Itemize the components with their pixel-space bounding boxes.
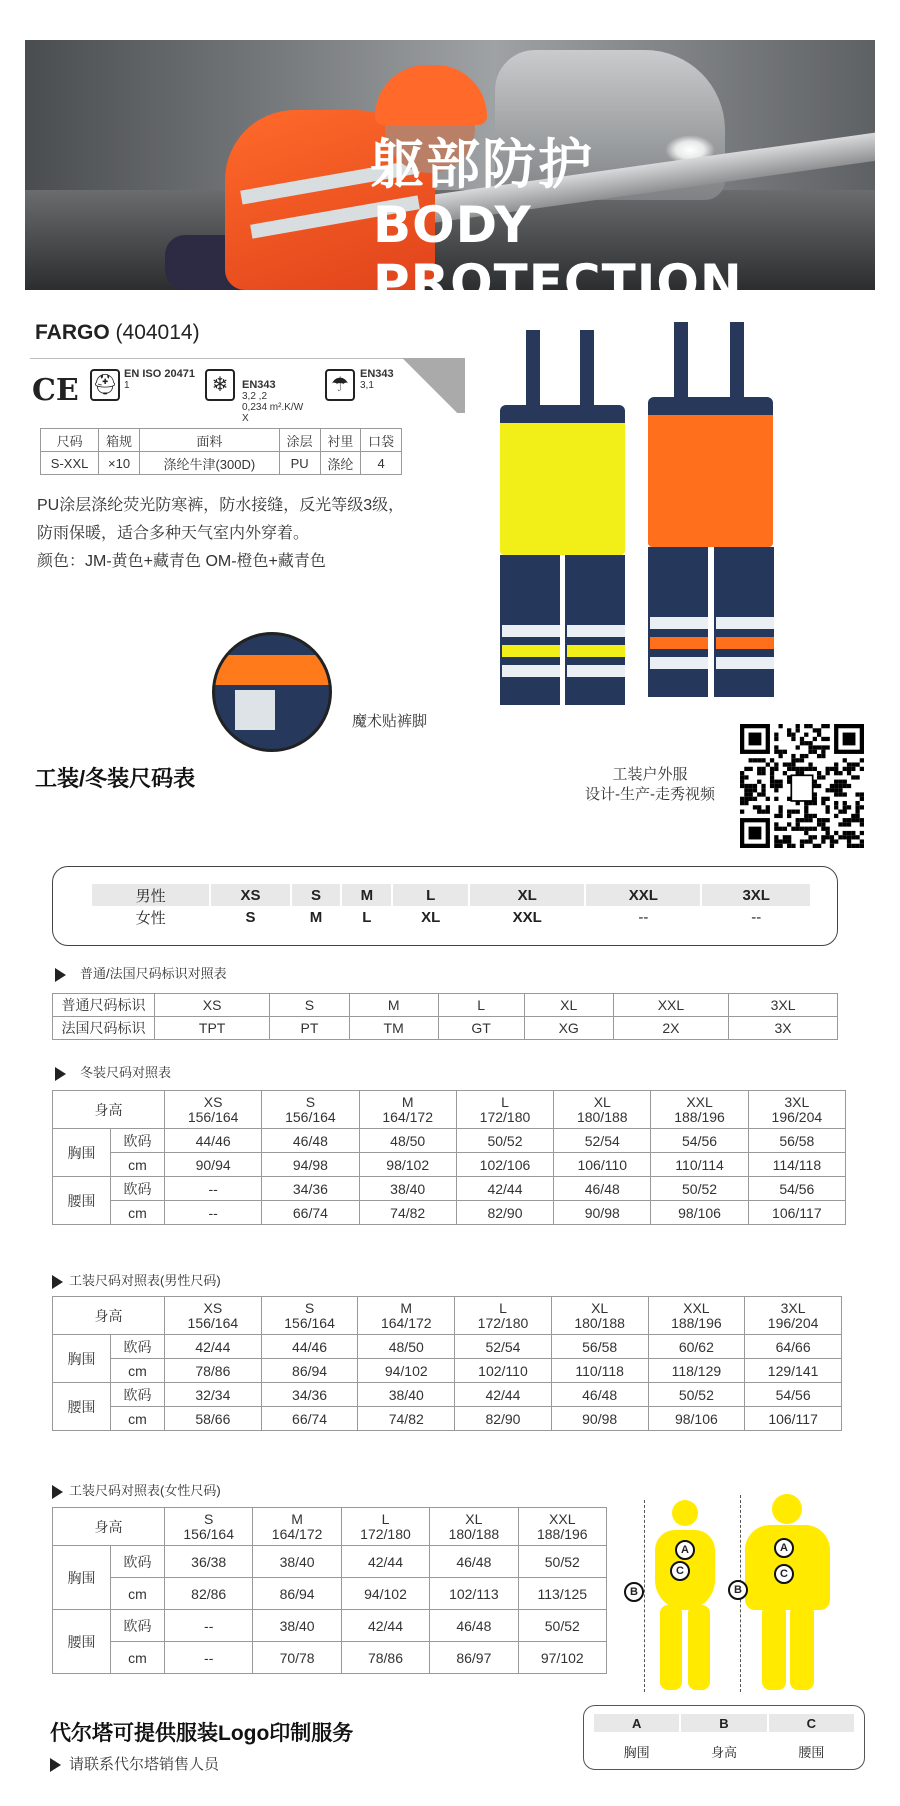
fr-table-title: 普通/法国尺码标识对照表 <box>55 963 227 982</box>
size-cell: 110/118 <box>551 1359 648 1383</box>
cold-snowflake-icon: ❄ <box>205 369 235 401</box>
legend-key: C <box>769 1714 854 1732</box>
size-height-header: XXL 188/196 <box>651 1091 748 1129</box>
male-size: S <box>292 884 341 906</box>
size-cell: 82/86 <box>165 1578 253 1610</box>
size-height-header: M 164/172 <box>359 1091 456 1129</box>
legend-key: B <box>681 1714 766 1732</box>
size-cell: 48/50 <box>359 1129 456 1153</box>
size-cell: 106/117 <box>745 1407 842 1431</box>
fr-cell: M <box>349 994 438 1017</box>
size-cell: 64/66 <box>745 1335 842 1359</box>
legend-value: 身高 <box>710 1745 737 1760</box>
detail-caption: 魔术贴裤脚 <box>352 713 428 730</box>
qr-caption <box>575 765 725 805</box>
size-cell: 106/117 <box>748 1201 845 1225</box>
size-chart-heading: 工装/冬装尺码表 <box>35 766 196 791</box>
size-cell: 42/44 <box>456 1177 553 1201</box>
size-height-header: M 164/172 <box>253 1508 341 1546</box>
size-cell: 90/98 <box>551 1407 648 1431</box>
spec-header: 尺码 <box>41 429 99 452</box>
size-cell: 102/106 <box>456 1153 553 1177</box>
women-table-title: 工装尺码对照表(女性尺码) <box>52 1480 221 1499</box>
triangle-bullet-icon <box>52 1485 63 1499</box>
banner-title-cn: 躯部防护 <box>370 133 594 196</box>
spec-header: 箱规 <box>99 429 140 452</box>
female-size: L <box>362 908 372 926</box>
spec-header: 涂层 <box>279 429 320 452</box>
size-cell: -- <box>165 1610 253 1642</box>
size-cell: 44/46 <box>165 1129 262 1153</box>
size-cell: 98/106 <box>648 1407 745 1431</box>
fr-cell: XXL <box>613 994 728 1017</box>
female-height-line <box>644 1500 645 1692</box>
gender-label: 男性 <box>92 884 209 906</box>
unit-label: cm <box>111 1407 165 1431</box>
male-size: XL <box>470 884 584 906</box>
product-name: FARGO <box>35 321 110 344</box>
size-height-header: XS 156/164 <box>165 1091 262 1129</box>
fr-cell: 2X <box>613 1017 728 1040</box>
female-figure-leg <box>688 1605 710 1690</box>
size-cell: 50/52 <box>648 1383 745 1407</box>
unit-label: 欧码 <box>111 1546 165 1578</box>
size-cell: 32/34 <box>165 1383 262 1407</box>
fr-cell: XS <box>155 994 270 1017</box>
male-size: M <box>342 884 391 906</box>
size-cell: 52/54 <box>554 1129 651 1153</box>
size-height-header: L 172/180 <box>456 1091 553 1129</box>
size-cell: 44/46 <box>261 1335 358 1359</box>
size-cell: 90/94 <box>165 1153 262 1177</box>
unit-label: 欧码 <box>111 1610 165 1642</box>
spec-table <box>40 428 402 475</box>
measurement-legend <box>592 1714 856 1761</box>
ce-mark-icon: CE <box>32 373 79 408</box>
fr-cell: 3XL <box>729 994 838 1017</box>
unit-label: cm <box>111 1642 165 1674</box>
description-line: PU涂层涤纶荧光防寒裤，防水接缝，反光等级3级， <box>37 497 405 514</box>
winter-table-title: 冬装尺码对照表 <box>55 1062 171 1081</box>
cert-en-iso-20471: EN ISO 20471 1 <box>124 368 195 391</box>
fr-cell: XL <box>524 994 613 1017</box>
description-line: 防雨保暖，适合多种天气室内外穿着。 <box>37 525 310 542</box>
size-cell: 42/44 <box>455 1383 552 1407</box>
female-size: M <box>309 908 323 926</box>
female-figure-leg <box>660 1605 682 1690</box>
size-cell: 54/56 <box>745 1383 842 1407</box>
size-cell: 70/78 <box>253 1642 341 1674</box>
measure-label: 胸围 <box>53 1129 111 1177</box>
measure-label: 腰围 <box>53 1610 111 1674</box>
size-cell: 74/82 <box>359 1201 456 1225</box>
spec-header: 口袋 <box>361 429 402 452</box>
spec-value: 涤纶牛津(300D) <box>139 452 279 475</box>
fr-size-table <box>52 993 838 1040</box>
product-description <box>37 492 427 576</box>
size-cell: 118/129 <box>648 1359 745 1383</box>
men-table-title: 工装尺码对照表(男性尺码) <box>52 1270 221 1289</box>
size-cell: 48/50 <box>358 1335 455 1359</box>
size-cell: 60/62 <box>648 1335 745 1359</box>
size-cell: 129/141 <box>745 1359 842 1383</box>
size-cell: 90/98 <box>554 1201 651 1225</box>
female-mark-c: C <box>670 1561 690 1581</box>
women-size-table <box>52 1507 607 1674</box>
unit-label: 欧码 <box>111 1383 165 1407</box>
size-cell: 38/40 <box>359 1177 456 1201</box>
size-cell: 86/97 <box>430 1642 518 1674</box>
legend-value: 胸围 <box>623 1745 650 1760</box>
height-label: 身高 <box>53 1297 165 1335</box>
qr-caption-line: 设计-生产-走秀视频 <box>585 786 715 803</box>
female-mark-b: B <box>624 1582 644 1602</box>
size-cell: 94/102 <box>341 1578 429 1610</box>
size-cell: 36/38 <box>165 1546 253 1578</box>
size-cell: 50/52 <box>518 1546 606 1578</box>
size-cell: 86/94 <box>253 1578 341 1610</box>
size-height-header: S 156/164 <box>262 1091 359 1129</box>
product-title <box>35 321 200 345</box>
size-cell: 58/66 <box>165 1407 262 1431</box>
size-cell: 82/90 <box>456 1201 553 1225</box>
qr-caption-line: 工装户外服 <box>612 766 688 783</box>
female-size: XL <box>421 908 441 926</box>
size-cell: 54/56 <box>651 1129 748 1153</box>
spec-value: 4 <box>361 452 402 475</box>
fr-cell: L <box>438 994 524 1017</box>
male-mark-c: C <box>774 1564 794 1584</box>
size-cell: 98/102 <box>359 1153 456 1177</box>
female-size: XXL <box>512 908 542 926</box>
unit-label: cm <box>111 1578 165 1610</box>
size-cell: 46/48 <box>430 1610 518 1642</box>
triangle-bullet-icon <box>50 1758 61 1772</box>
size-cell: 34/36 <box>261 1383 358 1407</box>
description-line: 颜色：JM-黄色+藏青色 OM-橙色+藏青色 <box>37 553 326 570</box>
male-figure-head <box>772 1494 802 1524</box>
triangle-bullet-icon <box>52 1275 63 1289</box>
logo-service-heading: 代尔塔可提供服装Logo印制服务 <box>50 1722 354 1745</box>
size-cell: 54/56 <box>748 1177 845 1201</box>
size-height-header: L 172/180 <box>455 1297 552 1335</box>
size-height-header: XS 156/164 <box>165 1297 262 1335</box>
size-cell: -- <box>165 1177 262 1201</box>
size-cell: 78/86 <box>341 1642 429 1674</box>
umbrella-rain-icon: ☂ <box>325 369 355 401</box>
size-cell: 38/40 <box>253 1546 341 1578</box>
size-height-header: XL 180/188 <box>430 1508 518 1546</box>
size-cell: 46/48 <box>554 1177 651 1201</box>
female-size: -- <box>751 908 762 926</box>
measure-label: 胸围 <box>53 1546 111 1610</box>
unit-label: cm <box>111 1201 165 1225</box>
spec-value: S-XXL <box>41 452 99 475</box>
gender-label: 女性 <box>135 909 166 927</box>
product-code: (404014) <box>115 321 200 344</box>
male-size: XXL <box>586 884 700 906</box>
male-mark-b: B <box>728 1580 748 1600</box>
size-height-header: S 156/164 <box>261 1297 358 1335</box>
size-cell: 102/113 <box>430 1578 518 1610</box>
measure-label: 腰围 <box>53 1383 111 1431</box>
size-cell: 78/86 <box>165 1359 262 1383</box>
size-cell: 110/114 <box>651 1153 748 1177</box>
female-size: S <box>245 908 256 926</box>
unit-label: cm <box>111 1153 165 1177</box>
size-height-header: S 156/164 <box>165 1508 253 1546</box>
contact-line: 请联系代尔塔销售人员 <box>50 1753 219 1774</box>
gender-size-table <box>90 884 812 928</box>
size-height-header: L 172/180 <box>341 1508 429 1546</box>
corner-decoration <box>395 358 465 413</box>
fr-cell: 3X <box>729 1017 838 1040</box>
hi-vis-vest-icon: ⛑ <box>90 369 120 401</box>
unit-label: 欧码 <box>111 1335 165 1359</box>
size-cell: 50/52 <box>518 1610 606 1642</box>
fr-cell: TM <box>349 1017 438 1040</box>
size-height-header: M 164/172 <box>358 1297 455 1335</box>
men-size-table <box>52 1296 842 1431</box>
size-cell: 98/106 <box>651 1201 748 1225</box>
size-cell: 42/44 <box>341 1610 429 1642</box>
legend-key: A <box>594 1714 679 1732</box>
female-size: -- <box>638 908 649 926</box>
size-cell: 86/94 <box>261 1359 358 1383</box>
size-cell: 46/48 <box>430 1546 518 1578</box>
pants-yellow-image <box>488 330 638 720</box>
height-label: 身高 <box>53 1508 165 1546</box>
fr-cell: PT <box>270 1017 349 1040</box>
size-cell: 74/82 <box>358 1407 455 1431</box>
size-height-header: 3XL 196/204 <box>745 1297 842 1335</box>
measure-label: 腰围 <box>53 1177 111 1225</box>
size-cell: 46/48 <box>551 1383 648 1407</box>
male-figure-leg <box>762 1605 786 1690</box>
triangle-bullet-icon <box>55 1067 66 1081</box>
size-cell: 102/110 <box>455 1359 552 1383</box>
unit-label: cm <box>111 1359 165 1383</box>
banner-title-en: BODY PROTECTION <box>373 196 743 312</box>
size-cell: 34/36 <box>262 1177 359 1201</box>
size-cell: 94/98 <box>262 1153 359 1177</box>
size-cell: 56/58 <box>551 1335 648 1359</box>
male-size: 3XL <box>702 884 810 906</box>
fr-cell: GT <box>438 1017 524 1040</box>
size-cell: -- <box>165 1201 262 1225</box>
banner-helmet <box>375 65 487 125</box>
fr-cell: TPT <box>155 1017 270 1040</box>
size-height-header: XXL 188/196 <box>518 1508 606 1546</box>
size-cell: 66/74 <box>261 1407 358 1431</box>
size-height-header: XL 180/188 <box>554 1091 651 1129</box>
spec-value: 涤纶 <box>320 452 361 475</box>
measure-label: 胸围 <box>53 1335 111 1383</box>
size-cell: 42/44 <box>165 1335 262 1359</box>
male-size: XS <box>211 884 289 906</box>
size-cell: 82/90 <box>455 1407 552 1431</box>
triangle-bullet-icon <box>55 968 66 982</box>
size-cell: 46/48 <box>262 1129 359 1153</box>
size-cell: 50/52 <box>456 1129 553 1153</box>
size-height-header: XL 180/188 <box>551 1297 648 1335</box>
female-figure-head <box>672 1500 698 1526</box>
size-cell: 38/40 <box>358 1383 455 1407</box>
spec-value: ×10 <box>99 452 140 475</box>
size-cell: 42/44 <box>341 1546 429 1578</box>
size-cell: 38/40 <box>253 1610 341 1642</box>
winter-size-table <box>52 1090 846 1225</box>
pants-orange-image <box>640 322 790 712</box>
size-cell: 66/74 <box>262 1201 359 1225</box>
size-cell: 97/102 <box>518 1642 606 1674</box>
spec-header: 面料 <box>139 429 279 452</box>
spec-value: PU <box>279 452 320 475</box>
unit-label: 欧码 <box>111 1177 165 1201</box>
size-cell: 94/102 <box>358 1359 455 1383</box>
size-cell: 106/110 <box>554 1153 651 1177</box>
size-height-header: 3XL 196/204 <box>748 1091 845 1129</box>
fr-row-label: 法国尺码标识 <box>53 1017 155 1040</box>
height-label: 身高 <box>53 1091 165 1129</box>
size-cell: 113/125 <box>518 1578 606 1610</box>
velcro-cuff-detail-image <box>212 632 332 752</box>
size-cell: 52/54 <box>455 1335 552 1359</box>
male-mark-a: A <box>774 1538 794 1558</box>
female-mark-a: A <box>675 1540 695 1560</box>
male-size: L <box>393 884 468 906</box>
fr-row-label: 普通尺码标识 <box>53 994 155 1017</box>
cert-en343-cold: EN343 3,2 ,2 0,234 m².K/W X <box>242 379 304 424</box>
fr-cell: XG <box>524 1017 613 1040</box>
qr-code-icon[interactable] <box>740 724 864 848</box>
male-figure-leg <box>790 1605 814 1690</box>
size-cell: 114/118 <box>748 1153 845 1177</box>
legend-value: 腰围 <box>798 1745 825 1760</box>
size-cell: 50/52 <box>651 1177 748 1201</box>
size-height-header: XXL 188/196 <box>648 1297 745 1335</box>
cert-en343-rain: EN343 3,1 <box>360 368 394 391</box>
size-cell: -- <box>165 1642 253 1674</box>
unit-label: 欧码 <box>111 1129 165 1153</box>
spec-header: 衬里 <box>320 429 361 452</box>
fr-cell: S <box>270 994 349 1017</box>
size-cell: 56/58 <box>748 1129 845 1153</box>
